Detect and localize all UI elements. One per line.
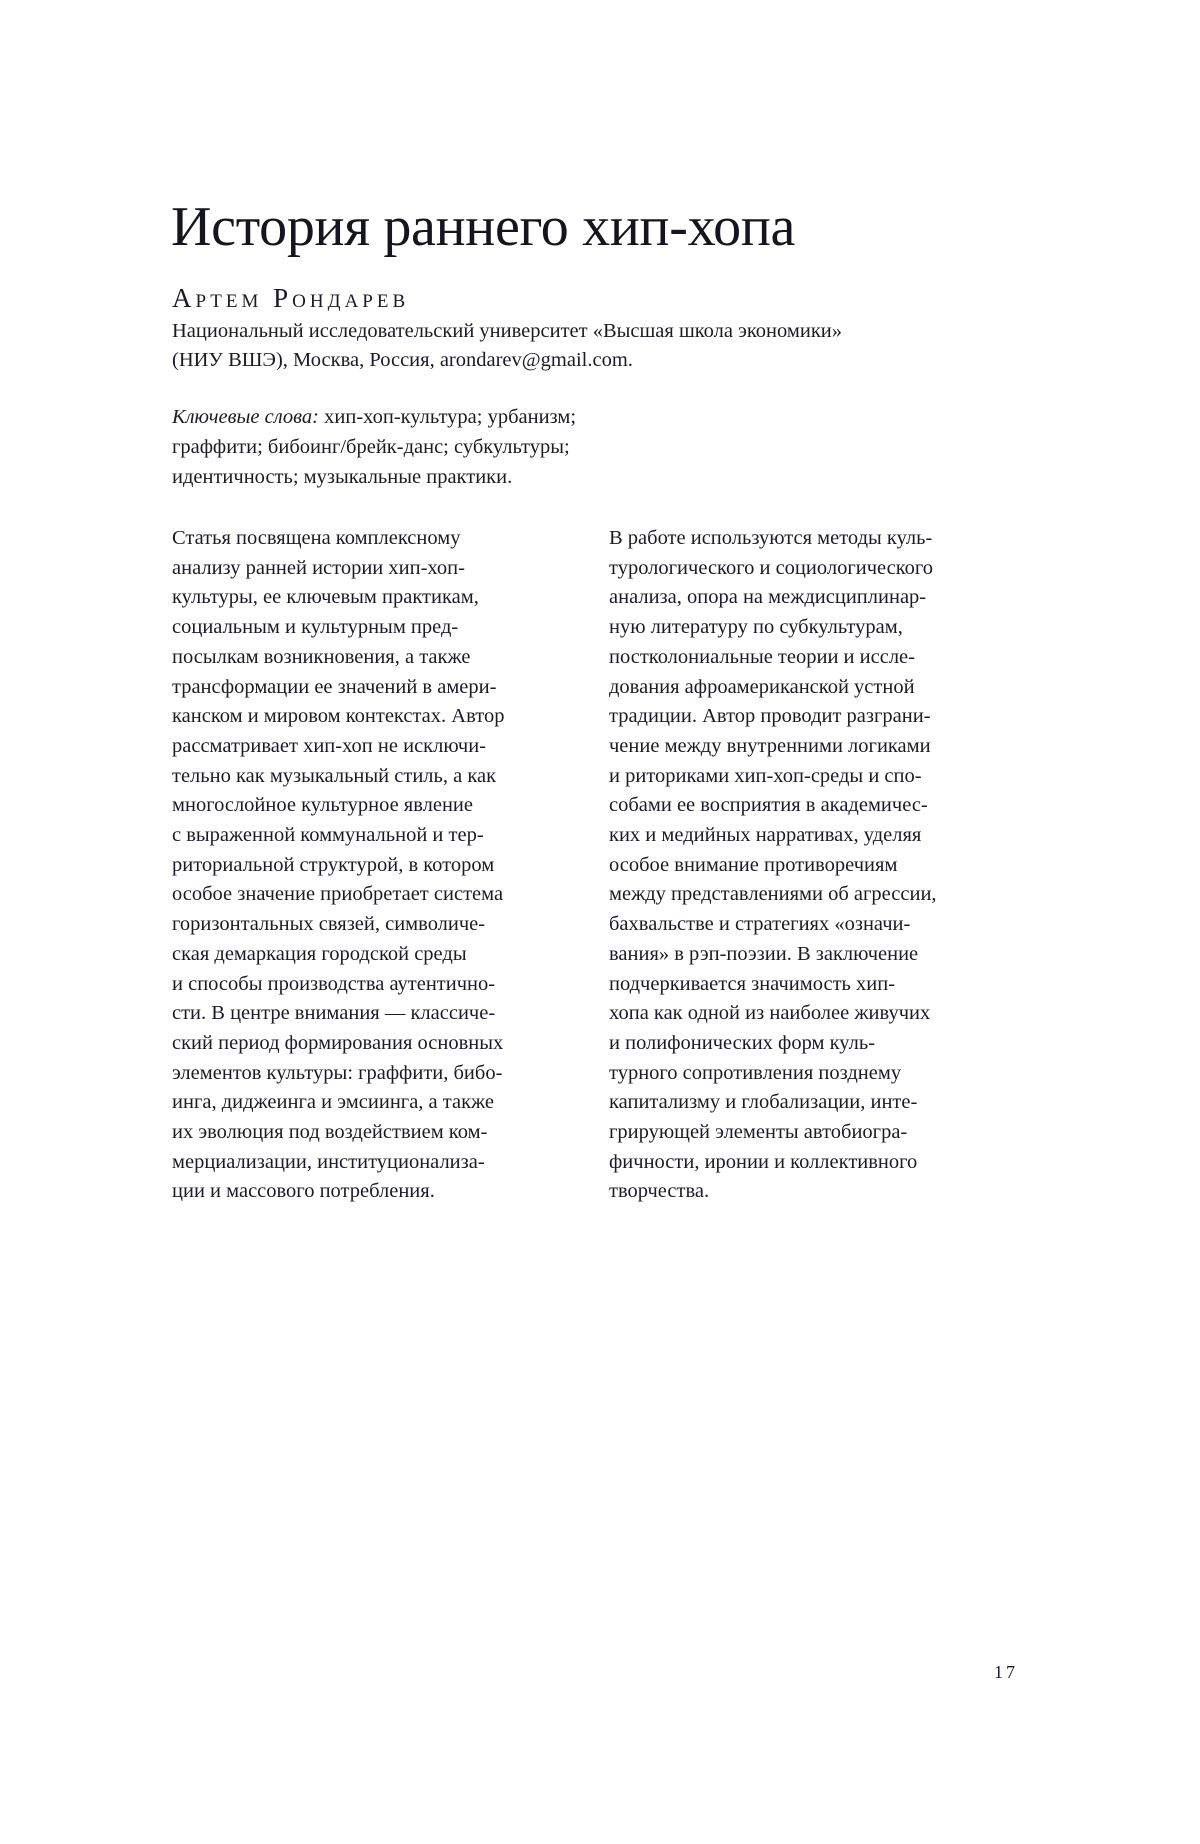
abstract-line: чение между внутренними логиками: [609, 734, 931, 757]
abstract-line: горизонтальных связей, символиче-: [172, 913, 486, 936]
abstract-line: подчеркивается значимость хип-: [609, 972, 896, 995]
abstract-line: капитализму и глобализации, инте-: [609, 1091, 918, 1114]
keywords-line: [172, 402, 732, 432]
abstract-line: сти. В центре внимания — классиче-: [172, 1002, 496, 1025]
abstract-line: многослойное культурное явление: [172, 794, 474, 817]
abstract-line: дования афроамериканской устной: [609, 675, 915, 698]
keywords-label: Ключевые слова:: [172, 406, 319, 428]
abstract-line: ская демаркация городской среды: [172, 942, 467, 965]
abstract-line: анализу ранней истории хип-хоп-: [172, 556, 465, 579]
abstract-line: особое значение приобретает система: [172, 883, 504, 906]
abstract-line: культуры, ее ключевым практикам,: [172, 586, 479, 609]
abstract-line: ский период формирования основных: [172, 1031, 504, 1054]
abstract-line: элементов культуры: граффити, бибо-: [172, 1061, 503, 1084]
keywords-text: граффити; бибоинг/брейк-данс; субкультуры;: [172, 436, 570, 458]
abstract-line: фичности, иронии и коллективного: [609, 1150, 918, 1173]
abstract-line: особое внимание противоречиям: [609, 853, 898, 876]
abstract-line: с выраженной коммунальной и тер-: [172, 824, 484, 847]
author-name: Артем Рондарев: [172, 283, 410, 313]
abstract-line: бахвальстве и стратегиях «означи-: [609, 913, 911, 936]
abstract-line: постколониальные теории и иссле-: [609, 645, 915, 668]
article-title: История раннего хип-хопа: [171, 196, 796, 258]
abstract-line: ких и медийных нарративах, уделяя: [609, 824, 922, 847]
author-affiliation: [172, 317, 1032, 375]
abstract-line: ную литературу по субкультурам,: [609, 616, 903, 639]
abstract-line: инга, диджеинга и эмсиинга, а также: [172, 1091, 495, 1114]
abstract-line: и способы производства аутентично-: [172, 972, 496, 995]
abstract-line: рассматривает хип-хоп не исключи-: [172, 734, 486, 757]
abstract-line: В работе используются методы куль-: [609, 527, 933, 549]
abstract-line: канском и мировом контекстах. Автор: [172, 705, 505, 728]
abstract-line: и риториками хип-хоп-среды и спо-: [609, 764, 922, 787]
abstract-line: социальным и культурным пред-: [172, 616, 459, 639]
keywords-line: [172, 432, 732, 462]
abstract-line: посылкам возникновения, а также: [172, 645, 471, 668]
abstract-line: между представлениями об агрессии,: [609, 883, 937, 906]
page-number: 17: [994, 1662, 1018, 1682]
abstract-right-column: [609, 524, 1029, 1207]
abstract-line: турологического и социологического: [609, 556, 934, 579]
abstract-line: и полифонических форм куль-: [609, 1031, 876, 1054]
affiliation-line: (НИУ ВШЭ), Москва, Россия, arondarev@gmail.com.: [172, 349, 633, 371]
abstract-line: традиции. Автор проводит разграни-: [609, 705, 931, 728]
abstract-line: мерциализации, институционализа-: [172, 1150, 485, 1173]
abstract-line: вания» в рэп-поэзии. В заключение: [609, 942, 919, 965]
abstract-line: турного сопротивления позднему: [609, 1061, 902, 1084]
abstract-line: анализа, опора на междисциплинар-: [609, 586, 927, 609]
keywords-text: хип-хоп-культура; урбанизм;: [319, 406, 577, 428]
abstract-line: Статья посвящена комплексному: [172, 527, 461, 549]
keywords-line: [172, 462, 732, 492]
abstract-line: ции и массового потребления.: [172, 1180, 435, 1203]
abstract-line: хопа как одной из наиболее живучих: [609, 1002, 931, 1025]
abstract-line: риториальной структурой, в котором: [172, 853, 495, 876]
affiliation-line: Национальный исследовательский университет «Высшая школа экономики»: [172, 320, 843, 342]
keywords-block: [172, 402, 732, 492]
abstract-line: тельно как музыкальный стиль, а как: [172, 764, 497, 787]
abstract-line: их эволюция под воздействием ком-: [172, 1121, 488, 1144]
abstract-line: грирующей элементы автобиогра-: [609, 1121, 908, 1144]
abstract-line: трансформации ее значений в амери-: [172, 675, 497, 698]
abstract-left-column: [172, 524, 592, 1207]
abstract-line: творчества.: [609, 1180, 710, 1203]
abstract-line: собами ее восприятия в академичес-: [609, 794, 928, 817]
keywords-text: идентичность; музыкальные практики.: [172, 466, 513, 488]
